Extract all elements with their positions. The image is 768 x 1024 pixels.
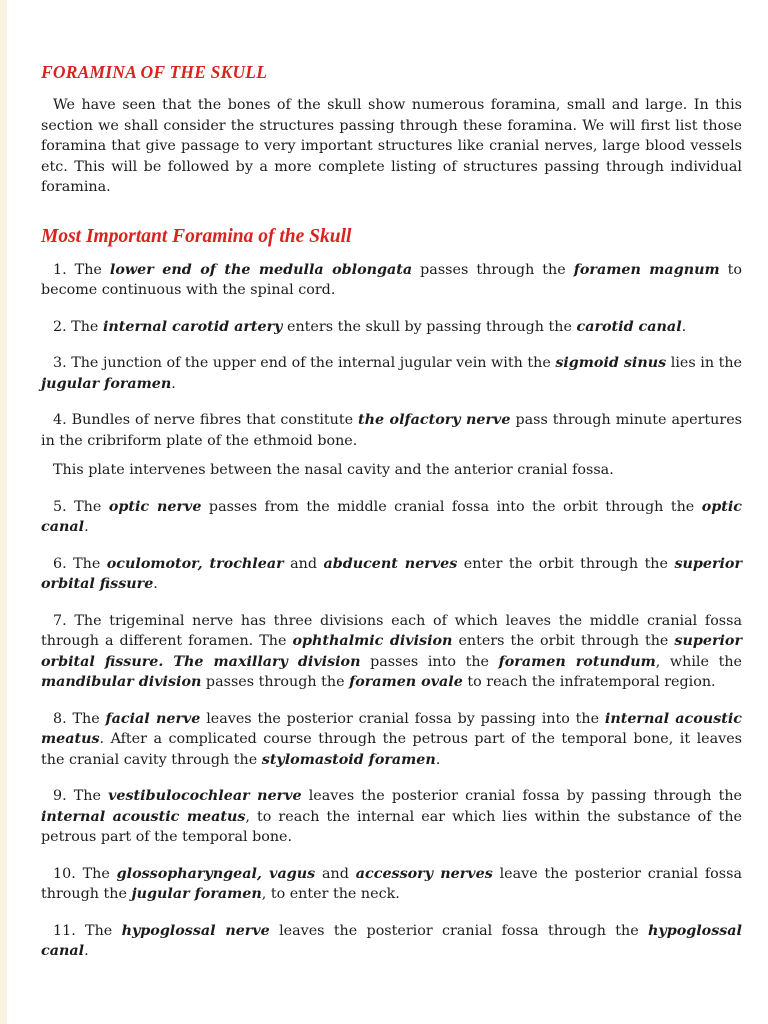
item-5: 5. The optic nerve passes from the middle cranial fossa into the orbit through the optic canal. bbox=[41, 498, 742, 535]
item-11: 11. The hypoglossal nerve leaves the posterior cranial fossa through the hypoglossal canal. bbox=[41, 922, 742, 959]
item-10: 10. The glossopharyngeal, vagus and accessory nerves leave the posterior cranial fossa through the jugular foramen, to enter the neck. bbox=[41, 865, 742, 902]
item-1: 1. The lower end of the medulla oblongata passes through the foramen magnum to become continuous with the spinal cord. bbox=[41, 261, 743, 298]
item-4-note: This plate intervenes between the nasal cavity and the anterior cranial fossa. bbox=[53, 462, 614, 478]
item-8: 8. The facial nerve leaves the posterior cranial fossa by passing into the internal acoustic meatus. After a complicated course through the petrous part of the temporal bone, it leaves the cranial cavity through the stylomastoid foramen. bbox=[41, 710, 742, 768]
page-edge bbox=[0, 0, 7, 1024]
item-6: 6. The oculomotor, trochlear and abducent nerves enter the orbit through the superior orbital fissure. bbox=[41, 555, 743, 592]
item-7: 7. The trigeminal nerve has three divisions each of which leaves the middle cranial fossa through a different foramen. The ophthalmic division enters the orbit through the superior orbital fissure. The maxillary division passes into the foramen rotundum, while the mandibular division passes through the foramen ovale to reach the infratemporal region. bbox=[41, 612, 742, 690]
item-2: 2. The internal carotid artery enters the skull by passing through the carotid canal. bbox=[53, 318, 687, 335]
document-page bbox=[41, 62, 742, 962]
item-4: 4. Bundles of nerve fibres that constitute the olfactory nerve pass through minute apertures in the cribriform plate of the ethmoid bone. bbox=[41, 412, 742, 449]
item-3: 3. The junction of the upper end of the internal jugular vein with the sigmoid sinus lies in the jugular foramen. bbox=[41, 355, 742, 392]
subsection-heading: Most Important Foramina of the Skull bbox=[41, 225, 352, 247]
intro-paragraph: We have seen that the bones of the skull show numerous foramina, small and large. In this section we shall consider the structures passing through these foramina. We will first list those foramina that give passage to very important structures like cranial nerves, large blood vessels etc. This will be followed by a more complete listing of structures passing through individual foramina. bbox=[41, 97, 742, 195]
section-heading: FORAMINA OF THE SKULL bbox=[41, 62, 268, 82]
item-9: 9. The vestibulocochlear nerve leaves the posterior cranial fossa by passing through the internal acoustic meatus, to reach the internal ear which lies within the substance of the petrous part of the temporal bone. bbox=[41, 788, 742, 845]
